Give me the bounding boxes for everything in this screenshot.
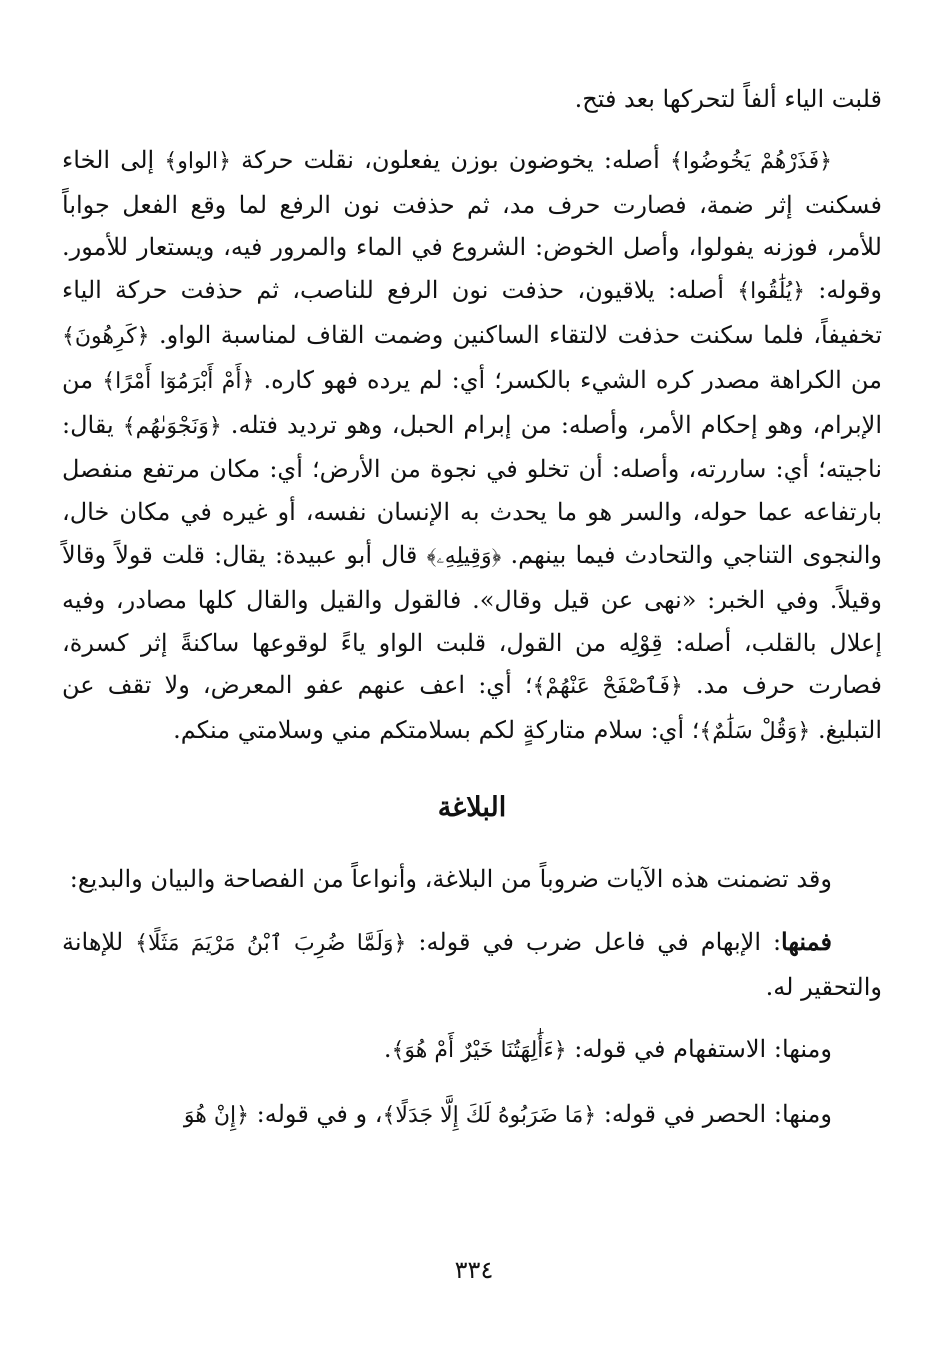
paragraph-vocabulary [62,139,882,754]
paragraph-text: ؛ أي: اعف عنهم عفو المعرض، ولا تقف عن التبليغ. [62,671,882,745]
quran-quote: ﴿كَرِهُونَ﴾ [62,323,150,349]
paragraph-text: أصله: يخوضون بوزن يفعلون، نقلت حركة [231,145,670,174]
quran-quote: ﴿وَقِيلِهِۦ﴾ [426,543,502,569]
paragraph-hasr [62,1093,882,1138]
paragraph-text: قال أبو عبيدة: يقال: قلت قولاً وقالاً وقيلاً. وفي الخبر: «نهى عن قيل وقال». فالقول والقيل والقال كلها مصادر، وفيه إعلال بالقلب، أصله: قِوْلِه من القول، قلبت الواو ياءً لوقوعها ساكنةً إثر كسرة، فصارت حرف مد. [62,540,882,700]
quran-quote: ﴿إِنْ هُوَ [183,1103,250,1129]
quran-quote: ﴿ءَأَٰلِهَتُنَا خَيْرٌ أَمْ هُوَ﴾ [391,1038,567,1064]
paragraph-intro: وقد تضمنت هذه الآيات ضروباً من البلاغة، وأنواعاً من الفصاحة والبيان والبديع: [69,864,832,893]
paragraph-text: . [383,1035,392,1064]
paragraph-lead: ومنها [781,1035,832,1064]
paragraph-text: : الاستفهام في قوله: [566,1035,782,1064]
quran-quote: ﴿يُلَٰقُوا﴾ [737,279,806,305]
paragraph-text: إلى الخاء فسكنت إثر ضمة، فصارت حرف مد، ثم حذفت نون الرفع لما وقع الفعل جواباً للأمر، فوزنه يفولوا، وأصل الخوض: الشروع في الماء والمرور فيه، ويستعار للأمور. وقوله: [62,145,883,305]
quran-quote: ﴿وَقُلْ سَلَٰمٌ﴾ [699,719,811,745]
paragraph-lead: ومنها [781,1100,832,1129]
quran-quote: ﴿فَٱصْفَحْ عَنْهُمْ﴾ [532,674,683,700]
opening-line: قلبت الياء ألفاً لتحركها بعد فتح. [574,85,882,113]
paragraph-text: من الكراهة مصدر كره الشيء بالكسر؛ أي: لم يرده فهو كاره. [254,365,882,394]
page-number: ٣٣٤ [454,1256,494,1284]
paragraph-text: أصله: يلاقيون، حذفت نون الرفع للناصب، ثم حذفت حركة الياء تخفيفاً، فلما سكنت حذفت لالتقاء الساكنين وضمت القاف لمناسبة الواو. [62,276,882,349]
quran-quote: ﴿وَنَجْوَىٰهُم﴾ [122,413,222,439]
paragraph-text: : الحصر في قوله: [596,1100,782,1129]
paragraph-ibham [62,921,882,1009]
page-body [62,78,882,1138]
paragraph-lead: فمنها [781,926,833,956]
paragraph-text: ، و في قوله: [249,1100,383,1129]
quran-quote: ﴿فَذَرْهُمْ يَخُوضُوا﴾ [669,148,832,174]
paragraph-text: من الإبرام، وهو إحكام الأمر، وأصله: من إبرام الحبل، وهو ترديد فتله. [62,365,882,439]
quran-quote: ﴿مَا ضَرَبُوهُ لَكَ إِلَّا جَدَلًا﴾ [382,1103,597,1129]
section-heading: البلاغة [437,791,507,823]
paragraph-text: يقال: ناجيته؛ أي: ساررته، وأصله: أن تخلو في نجوة من الأرض؛ أي: مكان مرتفع منفصل بارتفاعه عما حوله، والسر هو ما يحدث به الإنسان نفسه، أو غيره في مكان خال، والنجوى التناجي والتحادث فيما بينهم. [62,410,882,569]
paragraph-istifham [62,1028,882,1073]
quran-quote: ﴿وَلَمَّا ضُرِبَ ٱبْنُ مَرْيَمَ مَثَلًا﴾ [135,930,407,956]
quoted-term: ﴿الواو﴾ [164,148,232,174]
paragraph-text: : الإبهام في فاعل ضرب في قوله: [406,927,782,956]
quran-quote: ﴿أَمْ أَبْرَمُوٓا أَمْرًا﴾ [102,368,255,394]
paragraph-text: ؛ أي: سلام متاركةٍ لكم بسلامتكم مني وسلامتي منكم. [173,716,700,745]
paragraph-text: للإهانة والتحقير له. [62,927,882,1001]
